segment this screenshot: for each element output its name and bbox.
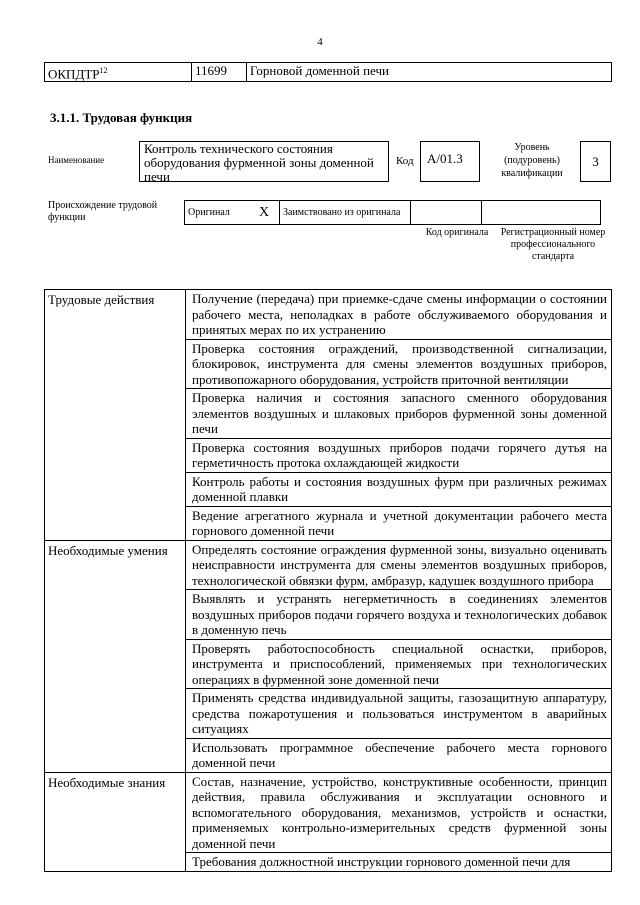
name-label: Наименование — [48, 155, 105, 165]
original-code-cell — [411, 201, 482, 225]
category-cell: Необходимые знания — [45, 772, 186, 871]
item-cell: Выявлять и устранять негерметичность в соединениях элементов воздушных приборов подачи горячего воздуха и технологических добавок в доменную печь — [186, 590, 612, 640]
item-cell: Проверять работоспособность специальной оснастки, приборов, инструмента и приспособлений, применяемых при технологических операциях в фурменной зоне доменной печи — [186, 639, 612, 689]
item-cell: Требования должностной инструкции горнового доменной печи для — [186, 853, 612, 872]
original-mark: X — [249, 201, 280, 225]
function-code: А/01.3 — [420, 141, 480, 182]
okpdtr-label-cell — [45, 63, 192, 82]
okpdtr-code: 11699 — [192, 63, 247, 82]
okpdtr-footnote: 12 — [99, 66, 108, 75]
function-name: Контроль технического состояния оборудования фурменной зоны доменной печи — [139, 141, 389, 182]
code-original-label: Код оригинала — [425, 227, 489, 238]
registration-label: Регистрационный номер профессионального стандарта — [500, 227, 606, 262]
table-row — [45, 540, 612, 590]
original-label: Оригинал — [185, 201, 250, 225]
registration-number-cell — [482, 201, 601, 225]
code-label: Код — [396, 155, 414, 167]
item-cell: Ведение агрегатного журнала и учетной документации рабочего места горнового доменной печи — [186, 506, 612, 540]
category-cell: Трудовые действия — [45, 290, 186, 541]
item-cell: Контроль работы и состояния воздушных фурм при различных режимах доменной плавки — [186, 472, 612, 506]
borrowed-label: Заимствовано из оригинала — [280, 201, 411, 225]
item-cell: Проверка наличия и состояния запасного сменного оборудования элементов воздушных и шлаковых приборов фурменной зоны доменной печи — [186, 389, 612, 439]
level-label: Уровень (подуровень) квалификации — [501, 142, 563, 179]
item-cell: Применять средства индивидуальной защиты, газозащитную аппаратуру, средства пожаротушения и пользоваться инструментом в аварийных ситуациях — [186, 689, 612, 739]
item-cell: Проверка состояния воздушных приборов подачи горячего дутья на герметичность протока охлаждающей жидкости — [186, 438, 612, 472]
okpdtr-label: ОКПДТР — [48, 66, 100, 82]
page-number: 4 — [317, 36, 323, 48]
origin-label: Происхождение трудовой функции — [48, 200, 158, 223]
item-cell: Проверка состояния ограждений, производственной сигнализации, блокировок, инструмента для смены элементов воздушных приборов, противопожарного оборудования, устройств приточной вентиляции — [186, 339, 612, 389]
labor-function-table — [44, 289, 612, 872]
section-title: 3.1.1. Трудовая функция — [50, 110, 193, 125]
category-cell: Необходимые умения — [45, 540, 186, 772]
okpdtr-table — [44, 62, 612, 82]
item-cell: Определять состояние ограждения фурменной зоны, визуально оценивать неисправности инструмента для смены элементов воздушных приборов, технологической обвязки фурм, амбразур, кадушек воздушного прибора — [186, 540, 612, 590]
okpdtr-name: Горновой доменной печи — [247, 63, 612, 82]
table-row — [45, 772, 612, 853]
table-row — [45, 290, 612, 340]
item-cell: Получение (передача) при приемке-сдаче смены информации о состоянии рабочего места, неполадках в работе обслуживаемого оборудования и принятых мерах по их устранению — [186, 290, 612, 340]
item-cell: Состав, назначение, устройство, конструктивные особенности, принцип действия, правила обслуживания и эксплуатации основного и вспомогательного оборудования, механизмов, устройств и оснастки, применяемых контрольно-измерительных средств фурменной зоны доменной печи — [186, 772, 612, 853]
level-value: 3 — [580, 141, 611, 182]
origin-table — [184, 200, 601, 225]
item-cell: Использовать программное обеспечение рабочего места горнового доменной печи — [186, 738, 612, 772]
